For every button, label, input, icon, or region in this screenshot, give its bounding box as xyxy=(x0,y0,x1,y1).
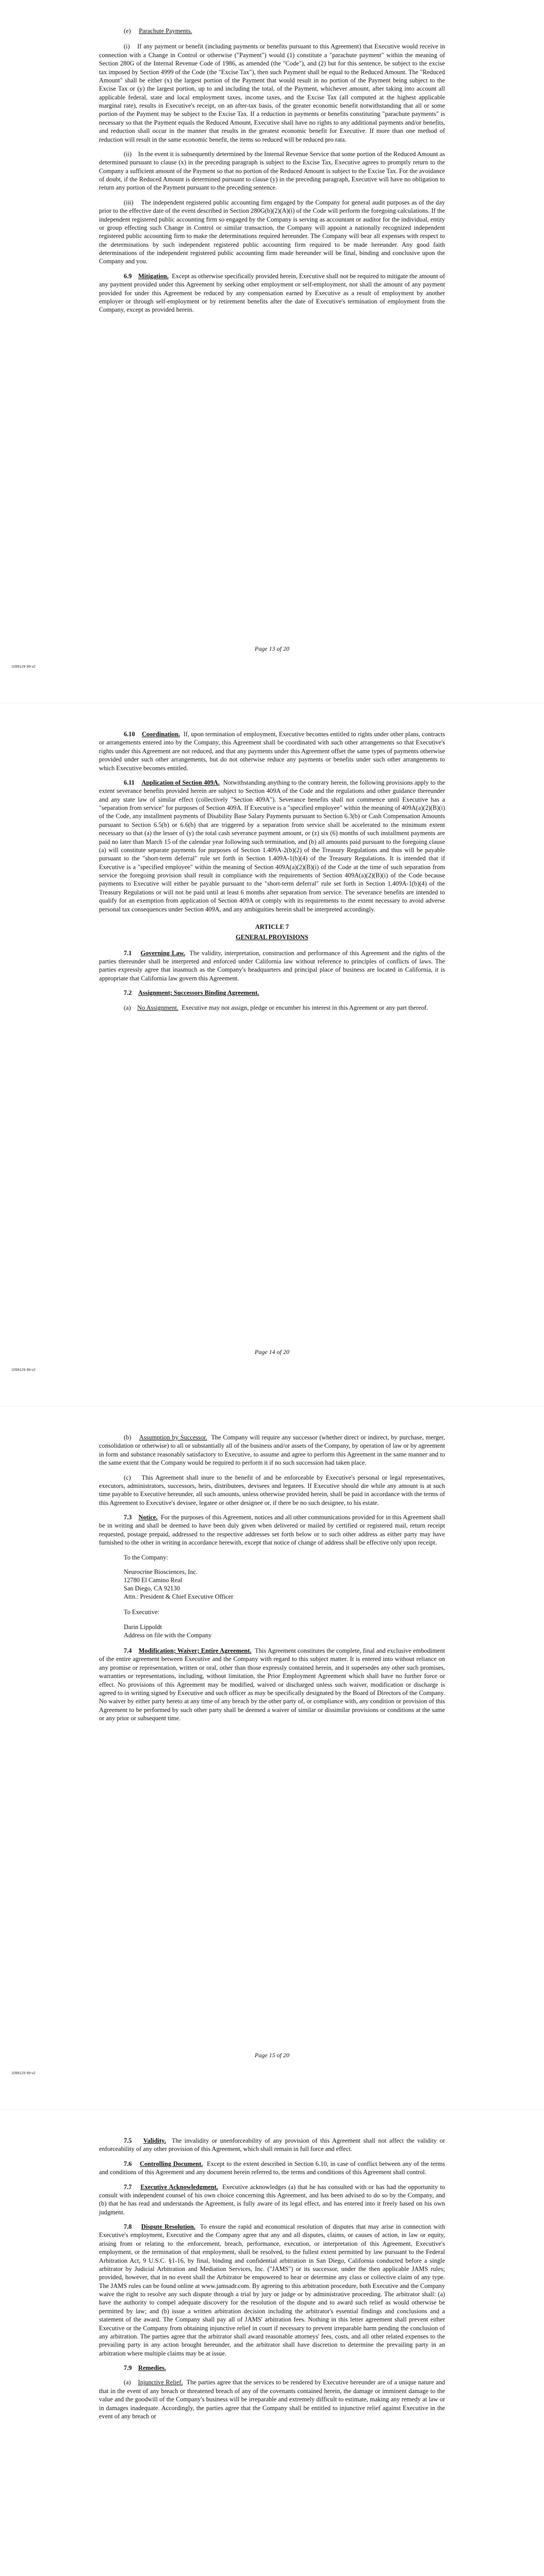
paragraph xyxy=(99,198,445,266)
section-text: The validity, interpretation, construction and performance of this Agreement and the rights of the parties thereunder shall be interpreted and enforced under California law without reference to principles of conflicts of laws. The parties expressly agree that inasmuch as the Company's headquarters and principal place of business are located in California, it is appropriate that California law govern this Agreement. xyxy=(99,949,445,982)
paragraph xyxy=(99,1004,445,1012)
notice-recipient-label: To the Company: xyxy=(124,1553,168,1561)
paragraph xyxy=(99,272,445,314)
clause-text: If any payment or benefit (including payments or benefits pursuant to this Agreement) that Executive would receive in connection with a Change in Control or otherwise ("Payment") would (1) constitute a "parachute payment" within the meaning of Section 280G of the Internal Revenue Code of 1986, as amended (the "Code"), and (2) but for this sentence, be subject to the excise tax imposed by Section 4999 of the Code (the "Excise Tax"), then such Payment shall be equal to the Reduced Amount. The "Reduced Amount" shall be either (x) the largest portion of the Payment that would result in no portion of the Payment being subject to the Excise Tax or (y) the largest portion, up to and including the total, of the Payment, whichever amount, after taking into account all applicable federal, state and local employment taxes, income taxes, and the Excise Tax (all computed at the highest applicable marginal rate), results in Executive's receipt, on an after-tax basis, of the greater economic benefit notwithstanding that all or some portion of the Payment may be subject to the Excise Tax. If a reduction in payments or benefits constituting "parachute payments" is necessary so that the Payment equals the Reduced Amount, Executive shall have no rights to any additional payments and/or benefits, and reduction shall occur in the manner that results in the greatest economic benefit for Executive. If more than one method of reduction will result in the same economic benefit, the items so reduced will be reduced pro rata. xyxy=(99,43,445,143)
page-15 xyxy=(0,1406,544,2110)
clause-text: In the event it is subsequently determined by the Internal Revenue Service that some portion of the Reduced Amount as determined pursuant to clause (x) in the preceding paragraph is subject to the Excise Tax, Executive agrees to promptly return to the Company a sufficient amount of the Payment so that no portion of the Reduced Amount is subject to the Excise Tax. For the avoidance of doubt, if the Reduced Amount is determined pursuant to clause (y) in the preceding paragraph, Executive will have no obligation to return any portion of the Payment pursuant to the preceding sentence. xyxy=(99,150,446,192)
section-title: Controlling Document. xyxy=(140,2160,203,2167)
section-title: Parachute Payments. xyxy=(139,27,192,35)
clause-text: Executive may not assign, pledge or encumber his interest in this Agreement or any part thereof. xyxy=(182,1004,428,1011)
section-number: 7.9 xyxy=(124,2364,132,2371)
section-heading xyxy=(99,27,445,35)
clause-text: The independent registered public accounting firm engaged by the Company for general audit purposes as of the day prior to the effective date of the event described in Section 280G(b)(2)(A)(i) of the Code will perform the foregoing calculations. If the independent registered public accounting firm so engaged by the Company is serving as accountant or auditor for the individual, entity or group effecting such Change in Control or similar transaction, the Company will appoint a nationally recognized independent registered public accounting firm to make the determinations required hereunder. The Company will bear all expenses with respect to the determinations by such independent registered public accounting firm required to be made hereunder. Any good faith determinations of the independent registered public accounting firm made hereunder will be final, binding and conclusive upon the Company and you. xyxy=(99,198,446,265)
section-number: 7.7 xyxy=(124,2183,132,2191)
paragraph xyxy=(99,949,445,983)
section-number: 7.4 xyxy=(124,1647,132,1654)
section-number: 7.1 xyxy=(124,949,132,957)
paragraph xyxy=(99,2160,445,2177)
section-title: Assignment; Successors Binding Agreement. xyxy=(138,989,259,997)
clause-title: Assumption by Successor. xyxy=(139,1434,207,1441)
paragraph xyxy=(99,2137,445,2154)
paragraph xyxy=(99,2183,445,2217)
address-line: Address on file with the Company xyxy=(124,1631,212,1639)
article-heading: ARTICLE 7 xyxy=(255,923,289,930)
section-number: (e) xyxy=(124,27,131,35)
page-13 xyxy=(0,0,544,703)
page-footer: Page 14 of 20 xyxy=(255,1348,289,1355)
section-text: The invalidity or unenforceability of any provision of this Agreement shall not affect the validity or enforceability of any other provision of this Agreement, which shall remain in full force and effect. xyxy=(99,2137,445,2153)
clause-number: (i) xyxy=(124,43,130,50)
paragraph xyxy=(99,730,445,772)
page-footer: Page 13 of 20 xyxy=(255,645,289,652)
section-number: 7.6 xyxy=(124,2160,132,2167)
article-title: GENERAL PROVISIONS xyxy=(236,934,308,941)
paragraph xyxy=(99,2378,445,2420)
section-text: To ensure the rapid and economical resolution of disputes that may arise in connection with Executive's employment, Executive and the Company agree that any and all disputes, claims, or causes of action, in law or equity, arising from or relating to the enforcement, breach, performance, execution, or interpretation of this Agreement, Executive's employment, or the termination of that employment, shall be resolved, to the fullest extent permitted by law pursuant to the Federal Arbitration Act, 9 U.S.C. §1-16, by final, binding and confidential arbitration in San Diego, California conducted before a single arbitrator by Judicial Arbitration and Mediation Services, Inc. ("JAMS") or its successor, under the then applicable JAMS rules; provided, however, that in no event shall the Arbitrator be empowered to hear or determine any class or collective claim of any type. The JAMS rules can be found online at www.jamsadr.com. By agreeing to this arbitration procedure, both Executive and the Company waive the right to resolve any such dispute through a trial by jury or judge or by administrative proceeding. The arbitrator shall: (a) have the authority to compel adequate discovery for the resolution of the dispute and to award such relief as would otherwise be permitted by law; and (b) issue a written arbitration decision including the arbitrator's essential findings and conclusions and a statement of the award. The Company shall pay all of JAMS' arbitration fees. Nothing in this letter agreement shall prevent either Executive or the Company from obtaining injunctive relief in court if necessary to prevent irreparable harm pending the conclusion of any arbitration. The parties agree that the arbitrator shall award reasonable attorneys' fees, costs, and all other related expenses to the prevailing party in any action brought hereunder, and the arbitrator shall have discretion to determine the prevailing party in an arbitration where multiple claims may be at issue. xyxy=(99,2223,446,2357)
clause-number: (iii) xyxy=(124,198,134,206)
section-number: 7.8 xyxy=(124,2223,132,2230)
document-id: 1099129 99-v2 xyxy=(11,2072,36,2075)
clause-text: The Company will require any successor (whether direct or indirect, by purchase, merger, consolidation or otherwise) to all or substantially all of the business and/or assets of the Company, by operation of law or by agreement in form and substance reasonably satisfactory to Executive, to assume and agree to perform this Agreement in the same manner and to the same extent that the Company would be required to perform it if no such succession had taken place. xyxy=(99,1434,446,1467)
section-number: 6.10 xyxy=(124,731,135,738)
section-title: Governing Law. xyxy=(140,949,185,957)
paragraph xyxy=(99,778,445,913)
section-number: 7.3 xyxy=(124,1514,132,1521)
section-number: 6.11 xyxy=(124,778,135,786)
address-line: 12780 El Camino Real xyxy=(124,1577,183,1584)
company-address xyxy=(99,1568,445,1601)
section-title: Application of Section 409A. xyxy=(141,778,220,786)
executive-address xyxy=(99,1623,445,1639)
clause-number: (c) xyxy=(124,1473,131,1481)
section-title: Mitigation. xyxy=(138,272,169,280)
clause-title: No Assignment. xyxy=(137,1004,179,1011)
paragraph xyxy=(99,2364,445,2372)
address-line: Darin Lippoldt xyxy=(124,1623,162,1631)
document-id: 1099129 99-v2 xyxy=(11,1368,36,1372)
clause-title: Injunctive Relief. xyxy=(138,2379,183,2386)
clause-number: (b) xyxy=(124,1434,131,1441)
paragraph xyxy=(99,1473,445,1507)
address-line: Attn.: President & Chief Executive Officer xyxy=(124,1593,234,1601)
paragraph xyxy=(99,2223,445,2358)
address-line: San Diego, CA 92130 xyxy=(124,1585,180,1592)
document-id: 1099129 99-v2 xyxy=(11,665,36,669)
section-title: Coordination. xyxy=(141,731,180,738)
paragraph xyxy=(99,989,445,997)
paragraph xyxy=(99,1647,445,1722)
section-title: Validity. xyxy=(143,2137,166,2144)
paragraph xyxy=(99,1433,445,1467)
section-title: Notice. xyxy=(138,1514,158,1521)
paragraph xyxy=(99,150,445,192)
clause-number: (a) xyxy=(124,2379,131,2386)
section-title: Remedies. xyxy=(138,2364,166,2371)
section-text: Except to the extent described in Section 6.10, in case of conflict between any of the terms and conditions of this Agreement and any document herein referred to, the terms and conditions of this Agreement shall control. xyxy=(99,2160,446,2176)
page-footer: Page 15 of 20 xyxy=(255,2052,289,2059)
clause-number: (a) xyxy=(124,1004,131,1011)
section-title: Dispute Resolution. xyxy=(141,2223,195,2230)
clause-text: This Agreement shall inure to the benefit of and be enforceable by Executive's personal or legal representatives, executors, administrators, successors, heirs, distributees, devisees and legatees. If Executive should die while any amount is at such time payable to Executive hereunder, all such amounts, unless otherwise provided herein, shall be paid in accordance with the terms of this Agreement to Executive's devisee, legatee or other designee or, if there be no such designee, to his estate. xyxy=(99,1473,445,1506)
section-text: This Agreement constitutes the complete, final and exclusive embodiment of the entire agreement between Executive and the Company with regard to this subject matter. It is entered into without reliance on any promise or representation, written or oral, other than those expressly contained herein, and it supersedes any other such promises, warranties or representations, including, without limitation, the Prior Employment Agreement which shall have no further force or effect. No provisions of this Agreement may be modified, waived or discharged unless such waiver, modification or discharge is agreed to in writing signed by Executive and such officer as may be specifically designated by the Board of Directors of the Company. No waiver by either party hereto at any time of any breach by the other party of, or compliance with, any condition or provision of this Agreement to be performed by such other party shall be deemed a waiver of similar or dissimilar provisions or conditions at the same or any prior or subsequent time. xyxy=(99,1647,446,1722)
section-title: Executive Acknowledgment. xyxy=(140,2183,218,2191)
section-text: Except as otherwise specifically provided herein, Executive shall not be required to mitigate the amount of any payment provided under this Agreement by seeking other employment or self-employment, nor shall the amount of any payment provided for under this Agreement be reduced by any compensation earned by Executive as a result of employment by another employer or through self-employment or by retirement benefits after the date of Executive's termination of employment from the Company, except as provided herein. xyxy=(99,272,445,314)
section-title: Modification; Waiver; Entire Agreement. xyxy=(138,1647,252,1654)
address-line: Neurocrine Biosciences, Inc. xyxy=(124,1568,198,1575)
section-number: 7.5 xyxy=(124,2137,132,2144)
page-16 xyxy=(0,2110,544,2576)
paragraph xyxy=(99,1513,445,1547)
notice-recipient-label: To Executive: xyxy=(124,1608,159,1616)
section-text: For the purposes of this Agreement, notices and all other communications provided for in this Agreement shall be in writing and shall be deemed to have been duly given when delivered or mailed by certified or registered mail, return receipt requested, postage prepaid, addressed to the respective addresses set forth below or to such other address as either party may have furnished to the other in writing in accordance herewith, except that notice of change of address shall be effective only upon receipt. xyxy=(99,1514,446,1547)
clause-text: The parties agree that the services to be rendered by Executive hereunder are of a unique nature and that in the event of any breach or threatened breach of any of the covenants contained herein, the damage or imminent damage to the value and the goodwill of the Company's business will be irreparable and extremely difficult to estimate, making any remedy at law or in damages inadequate. Accordingly, the parties agree that the Company shall be entitled to injunctive relief against Executive in the event of any breach or xyxy=(99,2379,445,2420)
section-text: If, upon termination of employment, Executive becomes entitled to rights under other plans, contracts or arrangements entered into by the Company, this Agreement shall be coordinated with such other arrangements so that Executive's rights under this Agreement are not reduced, and that any payments under this Agreement offset the same types of payments otherwise provided under such other arrangements, but do not otherwise reduce any payments or benefits under such other arrangements to which Executive becomes entitled. xyxy=(99,731,446,772)
section-number: 6.9 xyxy=(124,272,132,280)
page-14 xyxy=(0,703,544,1406)
section-text: Notwithstanding anything to the contrary herein, the following provisions apply to the extent severance benefits provided herein are subject to Section 409A of the Code and the regulations and other guidance thereunder and any state law of similar effect (collectively "Section 409A"). Severance benefits shall not commence until Executive has a "separation from service" for purposes of Section 409A. If Executive is a "specified employee" within the meaning of 409A(a)(2)(B)(i) of the Code, any installment payments of Disability Base Salary Payments pursuant to Section 6.3(b) or Cash Compensation Amounts pursuant to Section 6.5(b) or 6.6(b) that are triggered by a separation from service shall be accelerated to the minimum extent necessary so that (a) the lesser of (y) the total cash severance payment amount, or (z) six (6) months of such installment payments are paid no later than March 15 of the calendar year following such termination, and (b) all amounts paid pursuant to the foregoing clause (a) will constitute separate payments for purposes of Section 1.409A-2(b)(2) of the Treasury Regulations and thus will be payable pursuant to the "short-term deferral" rule set forth in Section 1.409A-1(b)(4) of the Treasury Regulations. It is intended that if Executive is a "specified employee" within the meaning of Section 409A(a)(2)(B)(i) of the Code at the time of such separation from service the foregoing provision shall result in compliance with the requirements of Section 409A(a)(2)(B)(i) of the Code because payments to Executive will either be payable pursuant to the "short-term deferral" rule set forth in Section 1.409A-1(b)(4) of the Treasury Regulations or will not be paid until at least 6 months after separation from service. The severance benefits are intended to qualify for an exemption from application of Section 409A or comply with its requirements to the extent necessary to avoid adverse personal tax consequences under Section 409A, and any ambiguities herein shall be interpreted accordingly. xyxy=(99,778,445,913)
section-text: Executive acknowledges (a) that he has consulted with or has had the opportunity to consult with independent counsel of his own choice concerning this Agreement, and has been advised to do so by the Company, and (b) that he has read and understands the Agreement, is fully aware of its legal effect, and has entered into it freely based on his own judgment. xyxy=(99,2183,446,2216)
section-number: 7.2 xyxy=(124,989,132,997)
paragraph xyxy=(99,42,445,144)
clause-number: (ii) xyxy=(124,150,132,158)
